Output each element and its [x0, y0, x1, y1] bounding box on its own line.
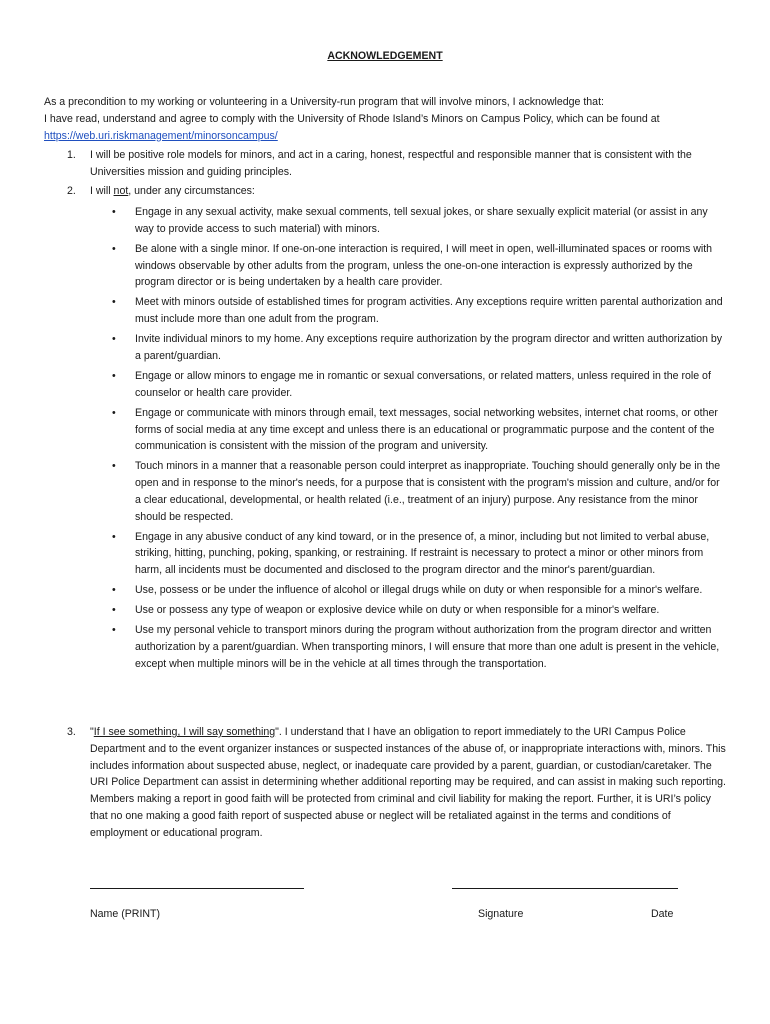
bullet-icon: •	[112, 584, 116, 597]
item-text: "If I see something, I will say something". I understand that I have an obligation to report immediately to the URI Campus Police Department and to the event organizer instances or suspected instances of the abuse of, or inappropriate interactions with, minors. This includes information about suspected abuse, neglect, or inadequate care provided by a parent, guardian, or custodian/caretaker. The URI Police Department can assist in determining whether additional reporting may be required, and can assist in making such reporting. Members making a report in good faith will be protected from criminal and civil liability for making the report. Further, it is URI’s policy that no one making a good faith report of suspected abuse or neglect will be retaliated against in the terms and conditions of employment or educational program.	[90, 726, 726, 839]
list-item: • Use or possess any type of weapon or explosive device while on duty or when responsible for a minor's welfare.	[112, 602, 727, 619]
bullet-icon: •	[112, 333, 116, 346]
signature-label: Signature	[478, 908, 524, 920]
list-item: • Use, possess or be under the influence of alcohol or illegal drugs while on duty or when responsible for a minor's welfare.	[112, 582, 727, 599]
list-item: • Meet with minors outside of established times for program activities. Any exceptions require written parental authorization and must include more than one adult from the program.	[112, 296, 723, 326]
signature-date-line[interactable]	[452, 888, 678, 889]
list-item: • Use my personal vehicle to transport minors during the program without authorization from the program director and written authorization by a parent/guardian. When transporting minors, I will ensure that more than one adult is present in the vehicle, except when multiple minors will be in the vehicle at all times through the transportation.	[112, 624, 720, 670]
name-signature-line[interactable]	[90, 888, 304, 889]
item-number: 1.	[67, 149, 76, 161]
numbered-item-2	[67, 183, 727, 200]
list-item: • Engage or allow minors to engage me in romantic or sexual conversations, or related matters, unless required in the role of counselor or health care provider.	[112, 369, 711, 399]
intro-paragraph	[44, 94, 734, 144]
list-item: • Invite individual minors to my home. Any exceptions require authorization by the program director and written authorization by a parent/guardian.	[112, 333, 723, 362]
intro-line-2: I have read, understand and agree to comply with the University of Rhode Island’s Minors on Campus Policy, which can be found at	[44, 112, 660, 125]
item-number: 3.	[67, 726, 76, 738]
bullet-icon: •	[112, 624, 116, 637]
policy-link[interactable]: https://web.uri.riskmanagement/minorsoncampus/	[44, 129, 278, 142]
underlined-slogan: If I see something, I will say something	[93, 726, 276, 738]
numbered-item-1	[67, 147, 727, 181]
name-label: Name (PRINT)	[90, 908, 161, 920]
intro-line-1: As a precondition to my working or volunteering in a University-run program that will involve minors, I acknowledge that:	[44, 96, 604, 108]
list-item: • Engage in any abusive conduct of any kind toward, or in the presence of, a minor, including but not limited to verbal abuse, striking, hitting, punching, poking, spanking, or restraining. If restraint is necessary to protect a minor or other minors from harm, all incidents must be documented and disclosed to the program director and the minor's parent/guardian.	[112, 530, 710, 577]
bullet-icon: •	[112, 460, 116, 473]
item-text: I will be positive role models for minors, and act in a caring, honest, respectful and responsible manner that is consistent with the Universities mission and guiding principles.	[90, 149, 692, 178]
bullet-icon: •	[112, 296, 116, 309]
document-title: ACKNOWLEDGEMENT	[327, 50, 443, 62]
date-label: Date	[651, 908, 674, 920]
underlined-not: not	[113, 185, 129, 197]
item-text: I will not, under any circumstances:	[90, 185, 255, 197]
numbered-item-3	[67, 724, 727, 842]
bullet-icon: •	[112, 242, 116, 255]
bullet-icon: •	[112, 530, 116, 543]
item-number: 2.	[67, 185, 76, 197]
list-item: • Touch minors in a manner that a reasonable person could interpret as inappropriate. Touching should generally only be in the open and in response to the minor's needs, for a purpose that is consistent with the program's mission and culture, and/or for a clear educational, developmental, or health related (i.e., treatment of an injury) purpose. Any resistance from the minor should be respected.	[112, 460, 721, 523]
list-item: • Engage or communicate with minors through email, text messages, social networking websites, internet chat rooms, or other forms of social media at any time except and unless there is an educational or programmatic purpose and the content of the communication is consistent with the mission of the program and university.	[112, 406, 718, 453]
bullet-icon: •	[112, 604, 116, 617]
prohibited-conduct-list	[112, 204, 727, 676]
list-item: • Be alone with a single minor. If one-on-one interaction is required, I will meet in open, well-illuminated spaces or rooms with windows observable by other adults from the program, unless the one-on-one interaction is expressly authorized by the program director or is being undertaken by a health care provider.	[112, 242, 713, 289]
list-item: • Engage in any sexual activity, make sexual comments, tell sexual jokes, or share sexually explicit material (or assist in any way to provide access to such material) with minors.	[112, 206, 708, 235]
bullet-icon: •	[112, 369, 116, 382]
bullet-icon: •	[112, 206, 116, 218]
bullet-icon: •	[112, 406, 116, 419]
